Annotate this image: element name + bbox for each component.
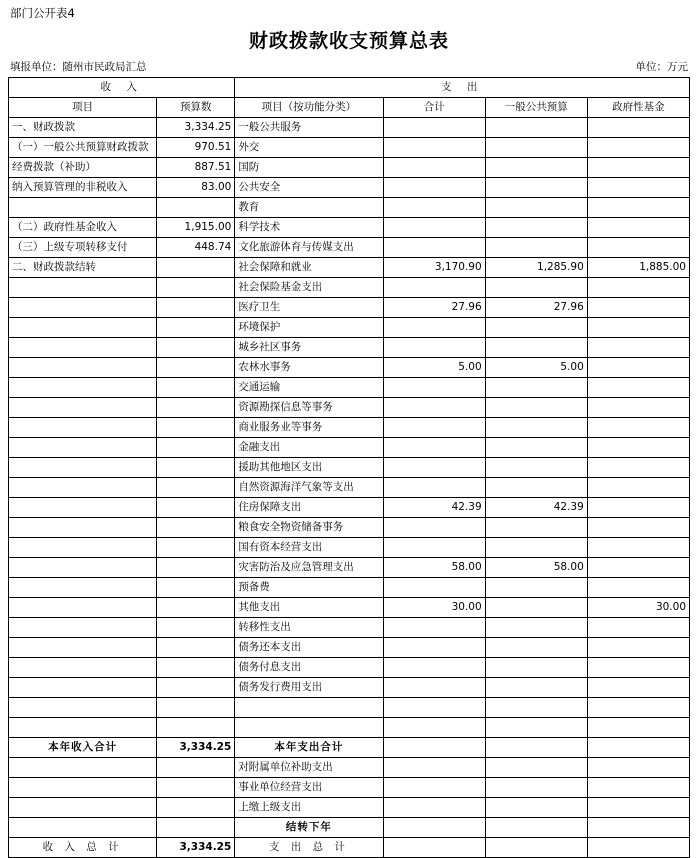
expense-general-cell <box>485 778 587 798</box>
expense-general-cell <box>485 478 587 498</box>
expense-fund-cell <box>587 638 689 658</box>
expense-total-cell <box>383 638 485 658</box>
expense-item-cell: 上缴上级支出 <box>235 798 383 818</box>
table-row <box>9 658 690 678</box>
income-item-cell <box>9 298 157 318</box>
expense-item-cell: 城乡社区事务 <box>235 338 383 358</box>
col-income-budget: 预算数 <box>157 98 235 118</box>
income-item-cell <box>9 818 157 838</box>
filler-unit-label: 填报单位：随州市民政局汇总 <box>10 61 147 73</box>
expense-item-cell: 农林水事务 <box>235 358 383 378</box>
expense-item-cell: 债务付息支出 <box>235 658 383 678</box>
income-value-cell <box>157 718 235 738</box>
expense-total-cell <box>383 418 485 438</box>
form-label: 部门公开表4 <box>10 6 75 20</box>
table-row <box>9 218 690 238</box>
expense-item-cell: 结转下年 <box>235 818 383 838</box>
income-value-cell <box>157 258 235 278</box>
expense-general-cell: 27.96 <box>485 298 587 318</box>
income-item-cell <box>9 598 157 618</box>
table-row <box>9 718 690 738</box>
income-item-cell <box>9 418 157 438</box>
table-row <box>9 758 690 778</box>
expense-item-cell: 住房保障支出 <box>235 498 383 518</box>
expense-general-cell <box>485 738 587 758</box>
income-value-cell <box>157 638 235 658</box>
income-item-cell: 二、财政拨款结转 <box>9 258 157 278</box>
expense-general-cell <box>485 658 587 678</box>
income-value-cell <box>157 278 235 298</box>
expense-item-cell: 事业单位经营支出 <box>235 778 383 798</box>
income-item-cell <box>9 518 157 538</box>
table-row <box>9 318 690 338</box>
expense-fund-cell <box>587 498 689 518</box>
expense-total-cell <box>383 118 485 138</box>
income-value-cell <box>157 798 235 818</box>
expense-fund-cell <box>587 158 689 178</box>
table-row <box>9 738 690 758</box>
income-value-cell <box>157 578 235 598</box>
expense-item-cell: 教育 <box>235 198 383 218</box>
expense-fund-cell <box>587 238 689 258</box>
income-item-cell <box>9 338 157 358</box>
table-row <box>9 198 690 218</box>
income-item-cell <box>9 398 157 418</box>
expense-total-cell <box>383 478 485 498</box>
expense-total-cell <box>383 218 485 238</box>
income-item-cell: （三）上级专项转移支付 <box>9 238 157 258</box>
table-row <box>9 398 690 418</box>
income-item-cell <box>9 618 157 638</box>
expense-fund-cell <box>587 198 689 218</box>
expense-fund-cell <box>587 178 689 198</box>
expense-fund-cell <box>587 358 689 378</box>
table-row <box>9 778 690 798</box>
income-item-cell <box>9 798 157 818</box>
meta-row <box>10 59 688 74</box>
expense-fund-cell <box>587 138 689 158</box>
expense-total-cell <box>383 618 485 638</box>
income-item-cell <box>9 558 157 578</box>
expense-item-cell: 交通运输 <box>235 378 383 398</box>
expense-general-cell <box>485 698 587 718</box>
table-row <box>9 698 690 718</box>
income-value-cell: 3,334.25 <box>157 738 235 758</box>
expense-item-cell: 金融支出 <box>235 438 383 458</box>
expense-item-cell: 公共安全 <box>235 178 383 198</box>
income-value-cell <box>157 198 235 218</box>
income-value-cell: 887.51 <box>157 158 235 178</box>
table-row <box>9 518 690 538</box>
expense-item-cell: 债务发行费用支出 <box>235 678 383 698</box>
income-value-cell <box>157 678 235 698</box>
table-row <box>9 458 690 478</box>
expense-general-cell <box>485 198 587 218</box>
income-total-label: 收 入 总 计 <box>9 838 157 858</box>
expense-general-cell <box>485 158 587 178</box>
income-value-cell: 970.51 <box>157 138 235 158</box>
table-row <box>9 678 690 698</box>
expense-fund-cell <box>587 438 689 458</box>
expense-general-cell: 5.00 <box>485 358 587 378</box>
expense-total-cell <box>383 738 485 758</box>
income-item-cell <box>9 698 157 718</box>
table-row <box>9 818 690 838</box>
table-row <box>9 238 690 258</box>
income-value-cell: 3,334.25 <box>157 118 235 138</box>
expense-fund-cell <box>587 378 689 398</box>
expense-total-cell: 58.00 <box>383 558 485 578</box>
group-header-row <box>9 78 690 98</box>
expense-fund-cell <box>587 338 689 358</box>
col-general-public-budget: 一般公共预算 <box>485 98 587 118</box>
expense-general-cell <box>485 618 587 638</box>
income-value-cell <box>157 598 235 618</box>
expense-general-cell <box>485 678 587 698</box>
table-row <box>9 798 690 818</box>
expense-item-cell: 援助其他地区支出 <box>235 458 383 478</box>
income-value-cell: 1,915.00 <box>157 218 235 238</box>
income-value-cell <box>157 758 235 778</box>
expense-fund-cell <box>587 798 689 818</box>
expense-total-value <box>383 838 485 858</box>
expense-general-cell <box>485 118 587 138</box>
expense-item-cell: 一般公共服务 <box>235 118 383 138</box>
table-row <box>9 298 690 318</box>
table-row <box>9 578 690 598</box>
expense-general-cell <box>485 458 587 478</box>
expense-fund-cell <box>587 398 689 418</box>
income-value-cell <box>157 518 235 538</box>
income-value-cell <box>157 558 235 578</box>
income-value-cell <box>157 418 235 438</box>
income-value-cell <box>157 298 235 318</box>
col-expense-item: 项目（按功能分类） <box>235 98 383 118</box>
expense-item-cell: 商业服务业等事务 <box>235 418 383 438</box>
expense-item-cell: 预备费 <box>235 578 383 598</box>
expense-general-cell <box>485 578 587 598</box>
income-value-cell <box>157 378 235 398</box>
income-item-cell <box>9 758 157 778</box>
table-row <box>9 538 690 558</box>
expense-fund-cell <box>587 818 689 838</box>
expense-item-cell: 资源勘探信息等事务 <box>235 398 383 418</box>
expense-item-cell: 社会保障和就业 <box>235 258 383 278</box>
expense-group-header: 支 出 <box>235 78 690 98</box>
table-row <box>9 118 690 138</box>
expense-total-cell <box>383 238 485 258</box>
table-row <box>9 178 690 198</box>
expense-total-cell <box>383 318 485 338</box>
income-value-cell: 448.74 <box>157 238 235 258</box>
expense-total-cell <box>383 458 485 478</box>
income-value-cell: 83.00 <box>157 178 235 198</box>
income-item-cell: （二）政府性基金收入 <box>9 218 157 238</box>
expense-item-cell: 环境保护 <box>235 318 383 338</box>
expense-general-cell <box>485 718 587 738</box>
expense-general-cell <box>485 238 587 258</box>
expense-total-label: 支 出 总 计 <box>235 838 383 858</box>
income-value-cell <box>157 538 235 558</box>
table-row <box>9 618 690 638</box>
income-value-cell <box>157 698 235 718</box>
income-value-cell <box>157 358 235 378</box>
expense-fund-cell <box>587 698 689 718</box>
col-total: 合计 <box>383 98 485 118</box>
expense-fund-cell <box>587 478 689 498</box>
expense-fund-cell <box>587 418 689 438</box>
expense-total-cell <box>383 818 485 838</box>
table-row <box>9 358 690 378</box>
expense-item-cell: 自然资源海洋气象等支出 <box>235 478 383 498</box>
expense-general-cell <box>485 798 587 818</box>
table-row <box>9 438 690 458</box>
table-row <box>9 258 690 278</box>
income-item-cell <box>9 678 157 698</box>
income-value-cell <box>157 618 235 638</box>
expense-fund-cell <box>587 318 689 338</box>
income-value-cell <box>157 658 235 678</box>
expense-fund-cell <box>587 218 689 238</box>
income-item-cell <box>9 718 157 738</box>
table-row <box>9 138 690 158</box>
expense-general-cell: 1,285.90 <box>485 258 587 278</box>
income-value-cell <box>157 498 235 518</box>
expense-general-cell <box>485 598 587 618</box>
expense-total-cell <box>383 378 485 398</box>
income-group-header: 收 入 <box>9 78 235 98</box>
income-item-cell <box>9 458 157 478</box>
expense-total-cell <box>383 798 485 818</box>
income-item-cell <box>9 778 157 798</box>
expense-fund-cell <box>587 518 689 538</box>
expense-total-cell: 5.00 <box>383 358 485 378</box>
expense-total-cell <box>383 338 485 358</box>
income-item-cell <box>9 658 157 678</box>
expense-general-cell <box>485 138 587 158</box>
expense-fund-cell <box>587 458 689 478</box>
expense-item-cell: 粮食安全物资储备事务 <box>235 518 383 538</box>
expense-item-cell: 债务还本支出 <box>235 638 383 658</box>
expense-total-cell: 30.00 <box>383 598 485 618</box>
expense-item-cell: 社会保险基金支出 <box>235 278 383 298</box>
income-item-cell: 一、财政拨款 <box>9 118 157 138</box>
table-row <box>9 378 690 398</box>
expense-item-cell: 转移性支出 <box>235 618 383 638</box>
income-item-cell: 本年收入合计 <box>9 738 157 758</box>
col-income-item: 项目 <box>9 98 157 118</box>
table-row <box>9 638 690 658</box>
expense-total-cell: 42.39 <box>383 498 485 518</box>
expense-fund-cell <box>587 758 689 778</box>
expense-total-cell <box>383 278 485 298</box>
income-item-cell: 经费拨款（补助） <box>9 158 157 178</box>
expense-total-cell <box>383 578 485 598</box>
expense-item-cell: 外交 <box>235 138 383 158</box>
expense-fund-cell <box>587 298 689 318</box>
expense-fund-cell: 30.00 <box>587 598 689 618</box>
expense-total-cell: 3,170.90 <box>383 258 485 278</box>
table-row <box>9 158 690 178</box>
expense-item-cell: 国防 <box>235 158 383 178</box>
expense-fund-value <box>587 838 689 858</box>
income-item-cell <box>9 438 157 458</box>
expense-general-cell <box>485 758 587 778</box>
income-item-cell <box>9 538 157 558</box>
expense-fund-cell <box>587 658 689 678</box>
income-total-value: 3,334.25 <box>157 838 235 858</box>
currency-unit-label: 单位：万元 <box>635 61 688 73</box>
income-item-cell: 纳入预算管理的非税收入 <box>9 178 157 198</box>
expense-item-cell: 其他支出 <box>235 598 383 618</box>
expense-total-cell <box>383 778 485 798</box>
page-title: 财政拨款收支预算总表 <box>248 30 449 52</box>
expense-fund-cell <box>587 678 689 698</box>
expense-general-cell <box>485 538 587 558</box>
income-value-cell <box>157 438 235 458</box>
expense-total-cell <box>383 658 485 678</box>
expense-fund-cell <box>587 578 689 598</box>
income-value-cell <box>157 338 235 358</box>
income-item-cell <box>9 498 157 518</box>
income-value-cell <box>157 318 235 338</box>
income-item-cell <box>9 478 157 498</box>
income-item-cell <box>9 358 157 378</box>
budget-table <box>8 77 690 858</box>
expense-general-cell <box>485 278 587 298</box>
expense-general-value <box>485 838 587 858</box>
expense-fund-cell: 1,885.00 <box>587 258 689 278</box>
expense-fund-cell <box>587 118 689 138</box>
expense-general-cell <box>485 818 587 838</box>
expense-general-cell <box>485 178 587 198</box>
expense-general-cell <box>485 338 587 358</box>
table-row <box>9 278 690 298</box>
expense-general-cell <box>485 398 587 418</box>
income-value-cell <box>157 458 235 478</box>
expense-total-cell <box>383 198 485 218</box>
income-item-cell <box>9 578 157 598</box>
expense-total-cell <box>383 178 485 198</box>
expense-general-cell <box>485 638 587 658</box>
table-row <box>9 418 690 438</box>
expense-total-cell <box>383 438 485 458</box>
income-item-cell <box>9 198 157 218</box>
income-item-cell <box>9 278 157 298</box>
expense-general-cell <box>485 438 587 458</box>
income-value-cell <box>157 398 235 418</box>
expense-general-cell: 42.39 <box>485 498 587 518</box>
expense-item-cell: 本年支出合计 <box>235 738 383 758</box>
expense-total-cell <box>383 758 485 778</box>
expense-fund-cell <box>587 278 689 298</box>
expense-total-cell <box>383 518 485 538</box>
expense-fund-cell <box>587 778 689 798</box>
expense-fund-cell <box>587 558 689 578</box>
income-value-cell <box>157 478 235 498</box>
income-item-cell <box>9 318 157 338</box>
expense-total-cell <box>383 678 485 698</box>
expense-total-cell <box>383 138 485 158</box>
expense-total-cell: 27.96 <box>383 298 485 318</box>
expense-total-cell <box>383 538 485 558</box>
expense-fund-cell <box>587 538 689 558</box>
table-row <box>9 478 690 498</box>
expense-fund-cell <box>587 718 689 738</box>
col-government-fund: 政府性基金 <box>587 98 689 118</box>
expense-item-cell: 科学技术 <box>235 218 383 238</box>
expense-general-cell <box>485 418 587 438</box>
expense-item-cell <box>235 698 383 718</box>
expense-item-cell: 文化旅游体育与传媒支出 <box>235 238 383 258</box>
expense-item-cell <box>235 718 383 738</box>
income-item-cell <box>9 378 157 398</box>
expense-total-cell <box>383 398 485 418</box>
expense-general-cell <box>485 218 587 238</box>
grand-total-row <box>9 838 690 858</box>
expense-total-cell <box>383 698 485 718</box>
expense-general-cell <box>485 318 587 338</box>
expense-item-cell: 国有资本经营支出 <box>235 538 383 558</box>
expense-fund-cell <box>587 618 689 638</box>
expense-item-cell: 对附属单位补助支出 <box>235 758 383 778</box>
income-value-cell <box>157 778 235 798</box>
expense-total-cell <box>383 718 485 738</box>
table-row <box>9 598 690 618</box>
expense-general-cell: 58.00 <box>485 558 587 578</box>
table-row <box>9 338 690 358</box>
income-item-cell <box>9 638 157 658</box>
income-item-cell: （一）一般公共预算财政拨款 <box>9 138 157 158</box>
income-value-cell <box>157 818 235 838</box>
expense-total-cell <box>383 158 485 178</box>
column-header-row <box>9 98 690 118</box>
expense-general-cell <box>485 518 587 538</box>
expense-item-cell: 灾害防治及应急管理支出 <box>235 558 383 578</box>
table-row <box>9 498 690 518</box>
expense-general-cell <box>485 378 587 398</box>
expense-fund-cell <box>587 738 689 758</box>
expense-item-cell: 医疗卫生 <box>235 298 383 318</box>
table-row <box>9 558 690 578</box>
